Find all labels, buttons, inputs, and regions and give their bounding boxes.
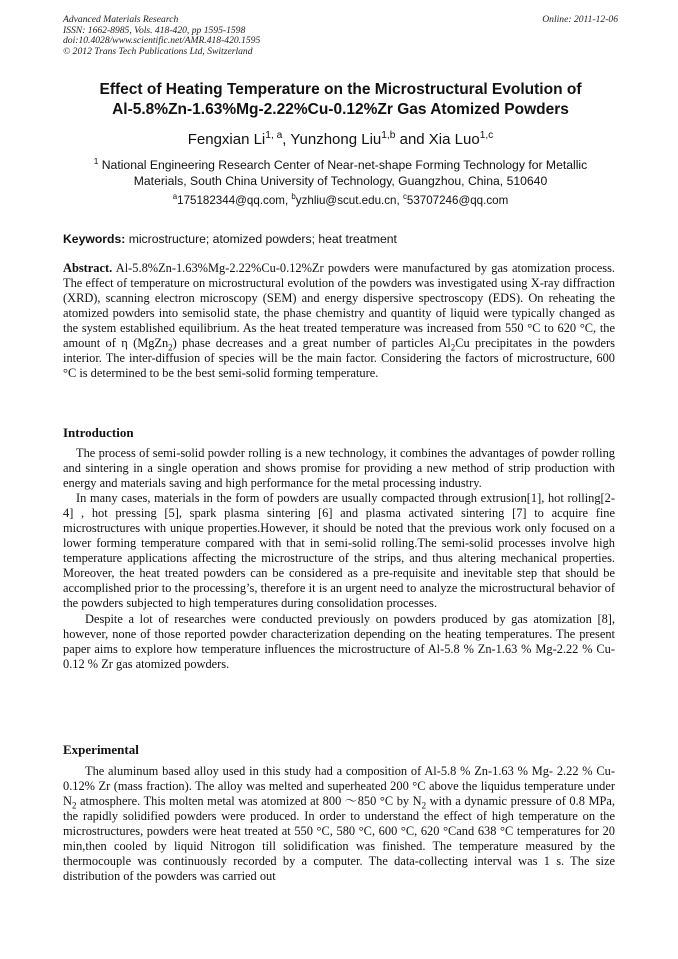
author-3-affil: 1,c xyxy=(479,130,494,141)
experimental-heading: Experimental xyxy=(63,742,139,757)
experimental-text-2: atmosphere. This molten metal was atomized at 800 ～850 °C by N xyxy=(76,794,422,809)
author-separator-1: , Yunzhong Liu xyxy=(282,131,382,148)
email-c[interactable]: 53707246@qq.com xyxy=(406,194,509,207)
affiliation-line-1: National Engineering Research Center of Near-net-shape Forming Technology for Metallic xyxy=(98,158,588,172)
introduction-heading: Introduction xyxy=(63,425,134,440)
experimental-sub-2: 2 xyxy=(421,800,427,811)
experimental-text-1: The aluminum based alloy used in this study had a composition of Al-5.8 % Zn-1.63 % Mg- 2.22 % Cu-0.12% Zr (mass fraction). The alloy was melted and superheated 200 °C above the liquidus temperature under N xyxy=(63,764,615,809)
keywords-label: Keywords: xyxy=(63,232,126,246)
affiliation-line-2: Materials, South China University of Technology, Guangzhou, China, 510640 xyxy=(133,174,548,188)
abstract-sub-1: 2 xyxy=(168,342,173,353)
issn-line: ISSN: 1662-8985, Vols. 418-420, pp 1595-1598 xyxy=(63,24,246,36)
journal-header xyxy=(63,15,618,57)
email-b-marker: b xyxy=(291,192,296,202)
online-date: Online: 2011-12-06 xyxy=(542,14,618,25)
author-1-affil: 1, a xyxy=(265,130,283,141)
author-emails xyxy=(63,193,618,208)
keywords-text: microstructure; atomized powders; heat treatment xyxy=(125,232,397,246)
abstract xyxy=(63,261,615,381)
journal-name: Advanced Materials Research xyxy=(63,14,179,25)
email-a[interactable]: 175182344@qq.com, xyxy=(177,194,292,207)
intro-paragraph-3: Despite a lot of researches were conducted previously on powders produced by gas atomization [8], however, none of those reported powder characterization depending on the heating temperatures. The present paper aims to explore how temperature influences the microstructure of Al-5.8 % Zn-1.63 % Mg-2.22 % Cu-0.12 % Zr gas atomized powders. xyxy=(63,611,615,671)
abstract-label: Abstract. xyxy=(63,261,113,275)
email-c-marker: c xyxy=(402,192,407,202)
paper-title xyxy=(63,80,618,120)
abstract-sub-2: 2 xyxy=(450,342,456,353)
title-line-2: Al-5.8%Zn-1.63%Mg-2.22%Cu-0.12%Zr Gas Atomized Powders xyxy=(112,101,569,118)
experimental-body xyxy=(63,764,615,884)
email-b[interactable]: yzhliu@scut.edu.cn, xyxy=(295,194,403,207)
email-a-marker: a xyxy=(172,192,178,202)
author-2-affil: 1,b xyxy=(381,130,396,141)
author-separator-2: and Xia Luo xyxy=(395,131,480,148)
abstract-text-2: ) phase decreases and a great number of particles Al xyxy=(172,336,451,351)
keywords xyxy=(63,231,618,247)
affiliation xyxy=(63,157,618,189)
abstract-text-3: Cu precipitates in the powders interior. The inter-diffusion of species will be the main factor. Considering the factors of microstructure, 600 °C is determined to be the best semi-solid forming temperature. xyxy=(63,336,615,381)
introduction-body xyxy=(63,446,615,672)
title-line-1: Effect of Heating Temperature on the Microstructural Evolution of xyxy=(99,81,582,98)
abstract-text-1: Al-5.8%Zn-1.63%Mg-2.22%Cu-0.12%Zr powders were manufactured by gas atomization process. The effect of temperature on microstructural evolution of the powders was investigated using X-ray diffraction (XRD), scanning electron microscopy (SEM) and energy dispersive spectroscopy (EDS). On reheating the atomized powders into semisolid state, the phase chemistry and quantity of liquid were typically changed as the system established equilibrium. As the heat treated temperature was increased from 550 °C to 620 °C, the amount of η (MgZn xyxy=(63,261,615,351)
experimental-sub-1: 2 xyxy=(71,800,77,811)
intro-paragraph-1: The process of semi-solid powder rolling is a new technology, it combines the advantages of powder rolling and sintering in a single operation and shows promise for providing a new method of strip production with energy and materials saving and high performance for the metal processing industry. xyxy=(63,446,615,491)
doi-line[interactable]: doi:10.4028/www.scientific.net/AMR.418-420.1595 xyxy=(63,35,261,47)
intro-paragraph-2: In many cases, materials in the form of powders are usually compacted through extrusion[1], hot rolling[2-4] , hot pressing [5], spark plasma sintering [6] and plasma activated sintering [7] to acquire fine microstructures with unique properties.However, it should be noted that the previous work only focused on a lower forming temperature compared with that in semi-solid rolling.The semi-solid processes involve high temperature applications affecting the microstructure of the strips, and thus altering mechanical properties. Moreover, the heat treated powders can be considered as a pre-requisite and inevitable step that should be accomplished prior to the processing’s, therefore it is an urgent need to analyze the microstructural behavior of the powders subjected to high temperatures during consolidation processes. xyxy=(63,491,615,611)
affiliation-marker: 1 xyxy=(93,155,99,166)
author-1: Fengxian Li xyxy=(187,131,266,148)
copyright-line: © 2012 Trans Tech Publications Ltd, Switzerland xyxy=(63,45,253,57)
author-list xyxy=(63,130,618,149)
experimental-text-3: with a dynamic pressure of 0.8 MPa, the rapidly solidified powders were produced. In order to understand the effect of high temperature on the microstructures, powders were heat treated at 550 °C, 580 °C, 600 °C, 620 °Cand 638 °C temperatures for 20 min,then cooled by liquid Nitrogon till solidification was finished. The temperature measured by the thermocouple was continuously recorded by a computer. The data-collecting interval was 1 s. The size distribution of the powders was carried out xyxy=(63,794,615,884)
